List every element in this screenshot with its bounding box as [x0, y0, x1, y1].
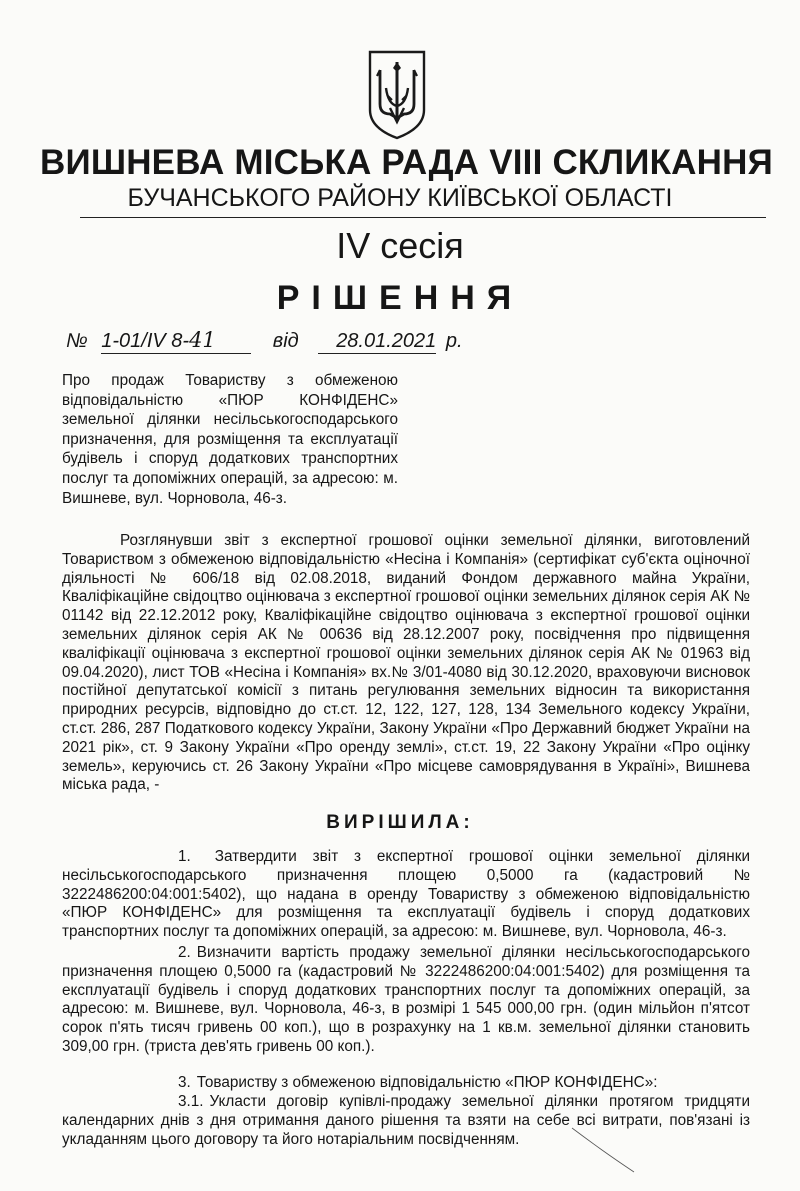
document-type-title: РІШЕННЯ: [276, 279, 524, 317]
decision-number: [101, 328, 251, 354]
decision-number-handwritten: 41: [189, 328, 216, 352]
preamble-paragraph: Розглянувши звіт з експертної грошової оцінки земельної ділянки, виготовлений Товариством з обмеженою відповідальністю «Несіна і Компанія» (сертифікат суб'єкта оціночної діяльності № 606/18 від 02.08.2018, виданий Фондом державного майна України, Кваліфікаційне свідоцтво оцінювача з експертної грошової оцінки земельних ділянок серія АК № 01142 від 22.12.2012 року, Кваліфікаційне свідоцтво оцінювача з експертної грошової оцінки земельних ділянок серія АК № 00636 від 28.12.2007 року, посвідчення про підвищення кваліфікації оцінювача з експертної грошової оцінки земельних ділянок серія АК № 01963 від 09.04.2020), лист ТОВ «Несіна і Компанія» вх.№ 3/01-4080 від 30.12.2020, враховуючи висновок постійної депутатської комісії з питань регулювання земельних відносин та використання природних ресурсів, відповідно до ст.ст. 12, 122, 127, 128, 134 Земельного кодексу України, ст.ст. 286, 287 Податкового кодексу України, Закону України «Про Державний бюджет України на 2021 рік», ст. 9 Закону України «Про оренду землі», ст.ст. 19, 22 Закону України «Про оцінку земель», керуючись ст. 26 Закону України «Про місцеве самоврядування в Україні», Вишнева міська рада, -: [62, 532, 750, 794]
number-prefix: №: [66, 330, 88, 352]
item-text: Товариству з обмеженою відповідальністю «ПЮР КОНФІДЕНС»:: [196, 1074, 658, 1091]
header-divider: [80, 217, 766, 218]
decision-item-2: [62, 944, 750, 1057]
decision-item-3-1: [62, 1093, 750, 1149]
decision-number-line: [66, 326, 526, 356]
item-number: 3.1.: [178, 1093, 204, 1110]
date-suffix: р.: [445, 330, 463, 352]
item-text: Затвердити звіт з експертної грошової оцінки земельної ділянки несільськогосподарського призначення площею 0,5000 га (кадастровий № 3222486200:04:001:5402), що надана в оренду Товариству з обмеженою відповідальністю «ПЮР КОНФІДЕНС» для розміщення та експлуатації будівель і споруд додаткових транспортних послуг та допоміжних операцій, за адресою: м. Вишневе, вул. Чорновола, 46-з.: [62, 848, 750, 941]
decision-item-1: [62, 848, 750, 942]
decision-subject: Про продаж Товариству з обмеженою відповідальністю «ПЮР КОНФІДЕНС» земельної ділянки несільськогосподарського призначення, для розміщення та експлуатації будівель і споруд додаткових транспортних послуг та допоміжних операцій, за адресою: м. Вишневе, вул. Чорновола, 46-з.: [62, 372, 398, 507]
item-number: 3.: [178, 1074, 191, 1091]
item-number: 1.: [178, 848, 191, 865]
item-number: 2.: [178, 944, 191, 961]
district-name: БУЧАНСЬКОГО РАЙОНУ КИЇВСЬКОЇ ОБЛАСТІ: [127, 184, 673, 212]
session-title: ІV сесія: [336, 225, 464, 266]
trident-coat-of-arms-icon: [366, 48, 428, 140]
pen-mark: [568, 1126, 638, 1174]
decision-item-3: [62, 1074, 750, 1093]
council-name: ВИШНЕВА МІСЬКА РАДА VIII СКЛИКАННЯ: [40, 143, 773, 182]
date-prefix: від: [272, 330, 299, 352]
decision-number-typed: 1-01/IV 8-: [101, 330, 190, 352]
item-text: Визначити вартість продажу земельної ділянки несільськогосподарського призначення площею 0,5000 га (кадастровий № 3222486200:04:001:5402) для розміщення та експлуатації будівель і споруд додаткових транспортних послуг та допоміжних операцій, за адресою: м. Вишневе, вул. Чорновола, 46-з, в розмірі 1 545 000,00 грн. (один мільйон п'ятсот сорок п'ять тисяч гривень 00 коп.), що в розрахунку на 1 кв.м. земельної ділянки становить 309,00 грн. (триста дев'ять гривень 00 коп.).: [62, 944, 750, 1055]
resolved-heading: ВИРІШИЛА:: [326, 812, 474, 833]
decision-date: 28.01.2021: [318, 329, 436, 354]
item-text: Укласти договір купівлі-продажу земельної ділянки протягом тридцяти календарних днів з дня отримання даного рішення та взяти на себе всі витрати, пов'язані із укладанням цього договору та його нотаріальним посвідченням.: [62, 1093, 750, 1148]
